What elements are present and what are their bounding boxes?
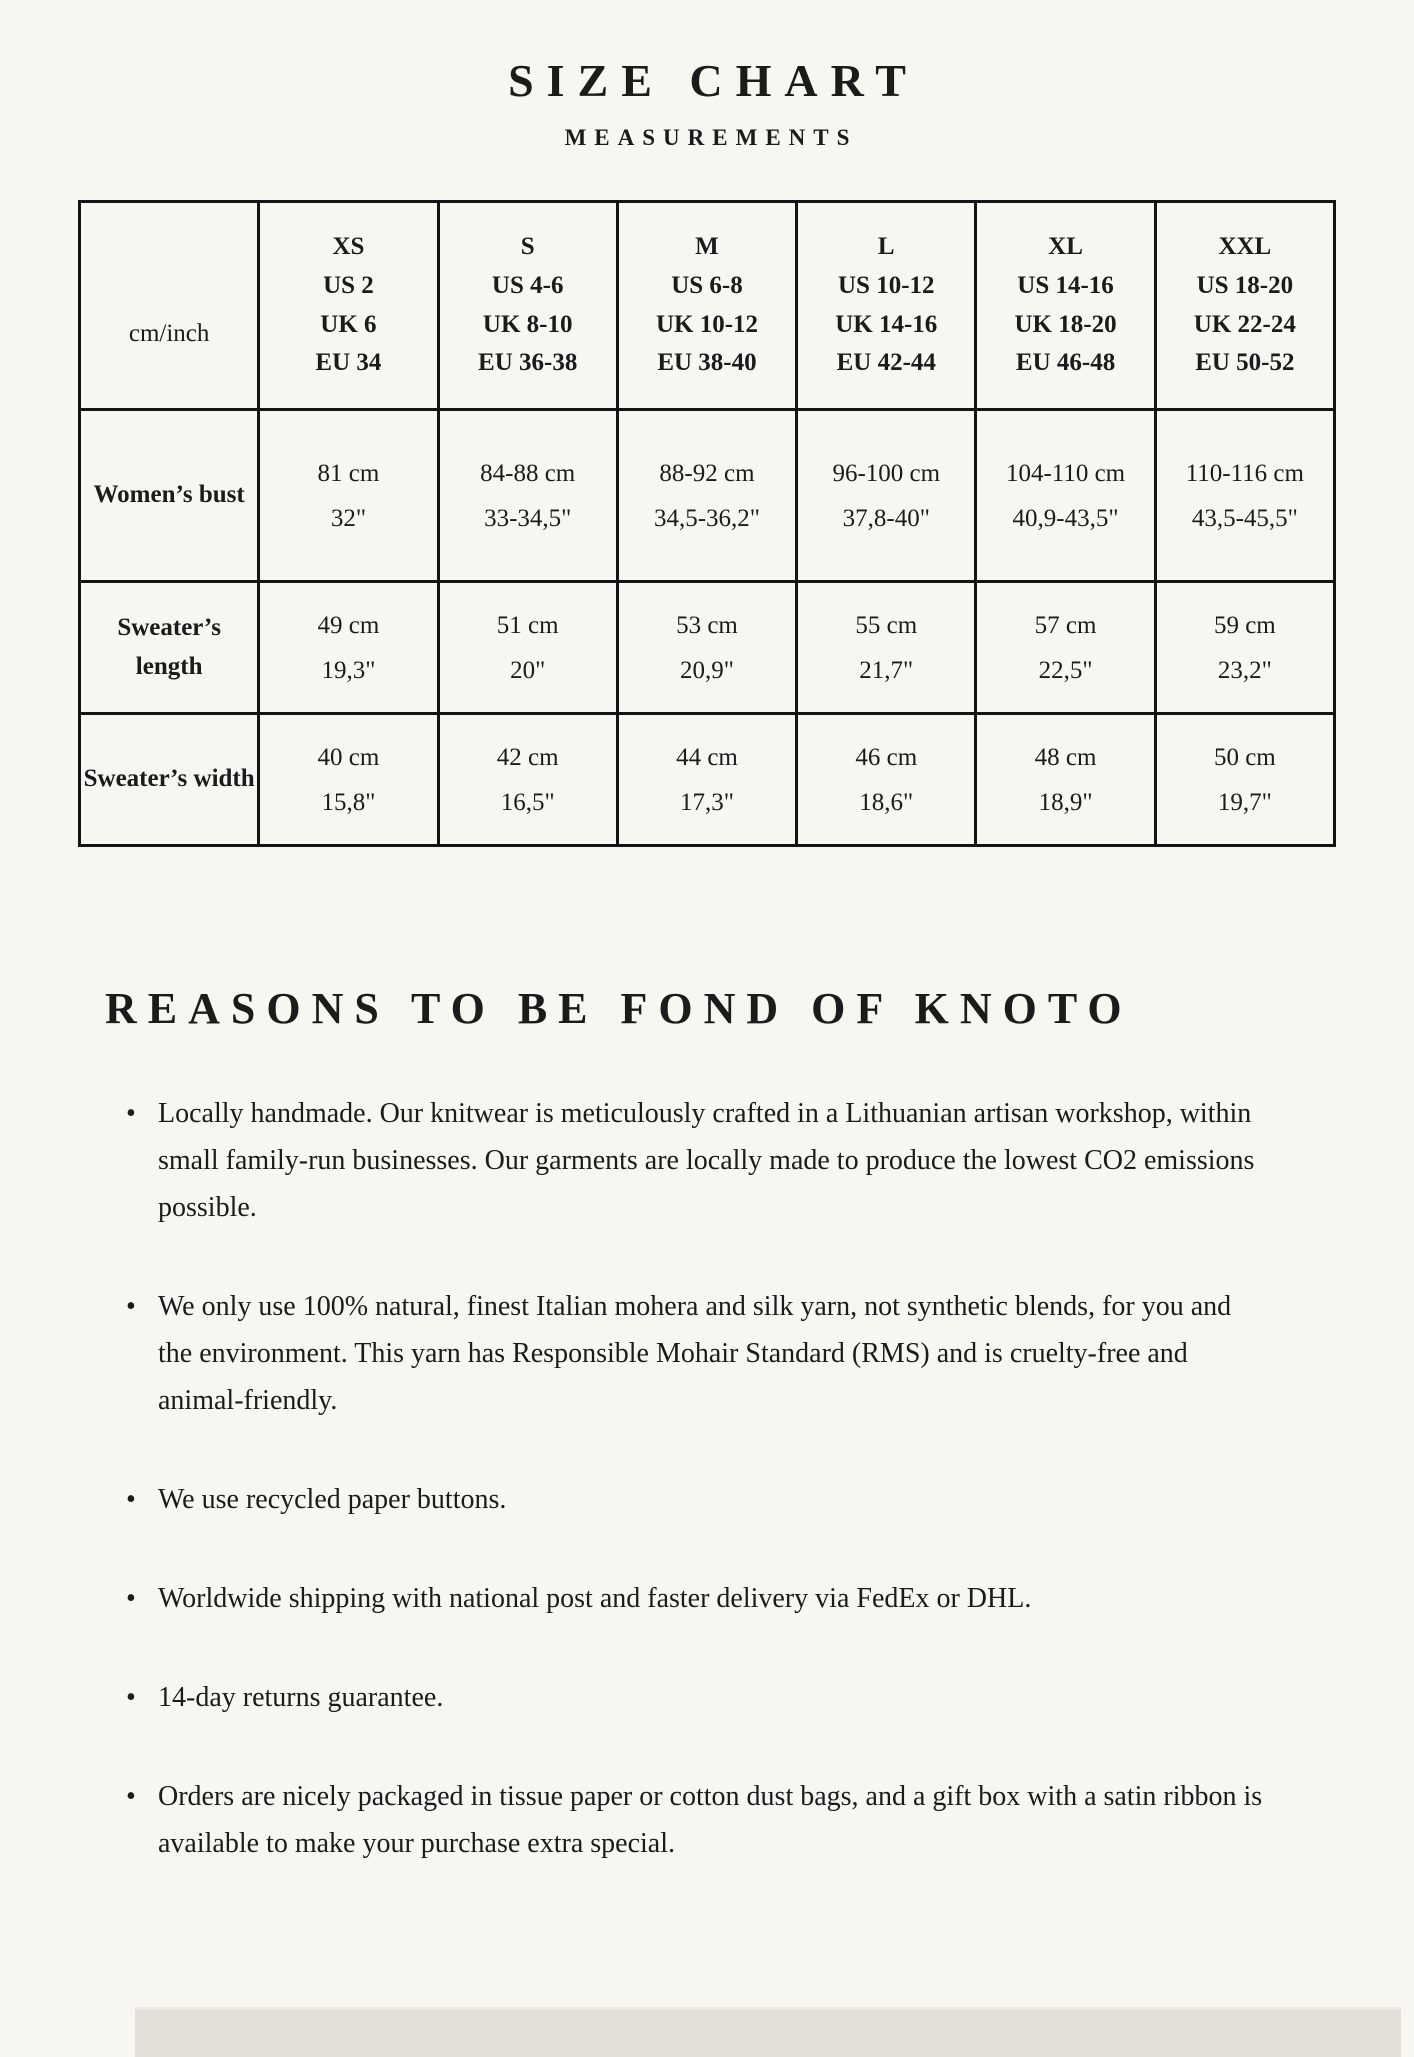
- inch-value: 23,2": [1217, 656, 1272, 684]
- measurement-cell: [438, 714, 617, 846]
- us-size: US 2: [323, 271, 374, 299]
- cm-value: 42 cm: [496, 743, 559, 771]
- page-title: SIZE CHART: [508, 55, 919, 106]
- row-label-womens-bust: Women’s bust: [80, 410, 259, 582]
- measurement-cell: [617, 714, 796, 846]
- inch-value: 20,9": [680, 656, 734, 684]
- us-size: US 18-20: [1196, 271, 1294, 299]
- size-name: L: [877, 233, 895, 260]
- measurement-cell: [259, 714, 438, 846]
- uk-size: UK 18-20: [1014, 310, 1117, 338]
- measurement-cell: [976, 714, 1155, 846]
- inch-value: 18,6": [859, 788, 914, 816]
- uk-size: UK 6: [320, 310, 377, 338]
- cm-value: 88-92 cm: [659, 459, 755, 487]
- measurement-cell: [976, 582, 1155, 714]
- inch-value: 16,5": [500, 788, 555, 816]
- measurement-cell: [617, 582, 796, 714]
- measurement-cell: [1155, 410, 1334, 582]
- page-subtitle: MEASUREMENTS: [564, 125, 858, 150]
- us-size: US 4-6: [491, 271, 564, 299]
- inch-value: 21,7": [859, 656, 914, 684]
- inch-value: 43,5-45,5": [1191, 504, 1298, 532]
- measurement-cell: [797, 410, 976, 582]
- eu-size: EU 46-48: [1015, 349, 1116, 377]
- size-name: XS: [332, 233, 365, 260]
- footer-bar: [135, 2007, 1401, 2057]
- cm-value: 51 cm: [496, 611, 559, 639]
- reasons-heading: REASONS TO BE FOND OF KNOTO: [105, 984, 1133, 1033]
- uk-size: UK 22-24: [1193, 310, 1296, 338]
- measurement-cell: [259, 410, 438, 582]
- inch-value: 40,9-43,5": [1012, 504, 1119, 532]
- uk-size: UK 14-16: [835, 310, 938, 338]
- us-size: US 10-12: [837, 271, 935, 299]
- column-header-xs: [259, 202, 438, 410]
- cm-value: 44 cm: [676, 743, 738, 771]
- uk-size: UK 8-10: [482, 310, 573, 338]
- eu-size: EU 42-44: [836, 349, 936, 377]
- row-label-sweaters-width: Sweater’s width: [80, 714, 259, 846]
- inch-value: 20": [510, 656, 546, 684]
- cm-value: 110-116 cm: [1185, 459, 1304, 487]
- cm-value: 81 cm: [317, 459, 380, 487]
- us-size: US 14-16: [1017, 271, 1114, 299]
- size-name: S: [520, 233, 535, 260]
- reason-item: • Locally handmade. Our knitwear is meticulously crafted in a Lithuanian artisan workshop, within small family-run businesses. Our garments are locally made to produce the lowest CO2 emissions possible.: [158, 1090, 1263, 1231]
- corner-unit-label: cm/inch: [80, 202, 259, 410]
- inch-value: 19,7": [1217, 788, 1272, 816]
- eu-size: EU 38-40: [657, 349, 757, 377]
- size-name: XL: [1048, 233, 1083, 260]
- measurement-cell: [438, 410, 617, 582]
- row-label-sweaters-length: Sweater’s length: [80, 582, 259, 714]
- eu-size: EU 50-52: [1195, 349, 1295, 377]
- measurement-cell: [259, 582, 438, 714]
- eu-size: EU 34: [315, 349, 382, 377]
- inch-value: 22,5": [1038, 656, 1093, 684]
- cm-value: 57 cm: [1034, 611, 1097, 639]
- inch-value: 18,9": [1038, 788, 1093, 816]
- cm-value: 40 cm: [317, 743, 380, 771]
- inch-value: 33-34,5": [484, 504, 572, 532]
- inch-value: 37,8-40": [842, 504, 930, 532]
- cm-value: 46 cm: [855, 743, 918, 771]
- reason-item: • Worldwide shipping with national post and faster delivery via FedEx or DHL.: [158, 1575, 1263, 1622]
- inch-value: 19,3": [321, 656, 376, 684]
- size-name: XXL: [1218, 233, 1272, 260]
- cm-value: 104-110 cm: [1005, 459, 1126, 487]
- measurement-cell: [976, 410, 1155, 582]
- reason-item: • 14-day returns guarantee.: [158, 1674, 1263, 1721]
- cm-value: 96-100 cm: [832, 459, 941, 487]
- inch-value: 32": [330, 504, 367, 532]
- size-name: M: [695, 233, 719, 260]
- reason-item: • Orders are nicely packaged in tissue paper or cotton dust bags, and a gift box with a satin ribbon is available to make your purchase extra special.: [158, 1773, 1263, 1867]
- reasons-section: [105, 983, 1354, 1867]
- table-row-womens-bust: [80, 410, 1335, 582]
- column-header-xl: [976, 202, 1155, 410]
- eu-size: EU 36-38: [478, 349, 578, 377]
- cm-value: 49 cm: [317, 611, 380, 639]
- uk-size: UK 10-12: [655, 310, 759, 338]
- cm-value: 48 cm: [1034, 743, 1097, 771]
- cm-value: 50 cm: [1213, 743, 1276, 771]
- cm-value: 84-88 cm: [480, 459, 576, 487]
- reason-item: • We use recycled paper buttons.: [158, 1476, 1263, 1523]
- table-row-sweaters-length: [80, 582, 1335, 714]
- column-header-xxl: [1155, 202, 1334, 410]
- measurement-cell: [1155, 582, 1334, 714]
- column-header-s: [438, 202, 617, 410]
- measurement-cell: [438, 582, 617, 714]
- inch-value: 17,3": [680, 788, 734, 816]
- size-chart-table: [78, 200, 1336, 847]
- reason-item: • We only use 100% natural, finest Italian mohera and silk yarn, not synthetic blends, for you and the environment. This yarn has Responsible Mohair Standard (RMS) and is cruelty-free and animal-friendly.: [158, 1283, 1263, 1424]
- cm-value: 59 cm: [1213, 611, 1276, 639]
- inch-value: 15,8": [321, 788, 376, 816]
- measurement-cell: [797, 714, 976, 846]
- column-header-l: [797, 202, 976, 410]
- cm-value: 53 cm: [676, 611, 738, 639]
- reasons-list: [105, 1090, 1354, 1867]
- us-size: US 6-8: [671, 271, 743, 299]
- measurement-cell: [1155, 714, 1334, 846]
- measurement-cell: [617, 410, 796, 582]
- cm-value: 55 cm: [855, 611, 918, 639]
- table-row-sweaters-width: [80, 714, 1335, 846]
- inch-value: 34,5-36,2": [653, 504, 760, 532]
- table-header-row: [80, 202, 1335, 410]
- column-header-m: [617, 202, 796, 410]
- measurement-cell: [797, 582, 976, 714]
